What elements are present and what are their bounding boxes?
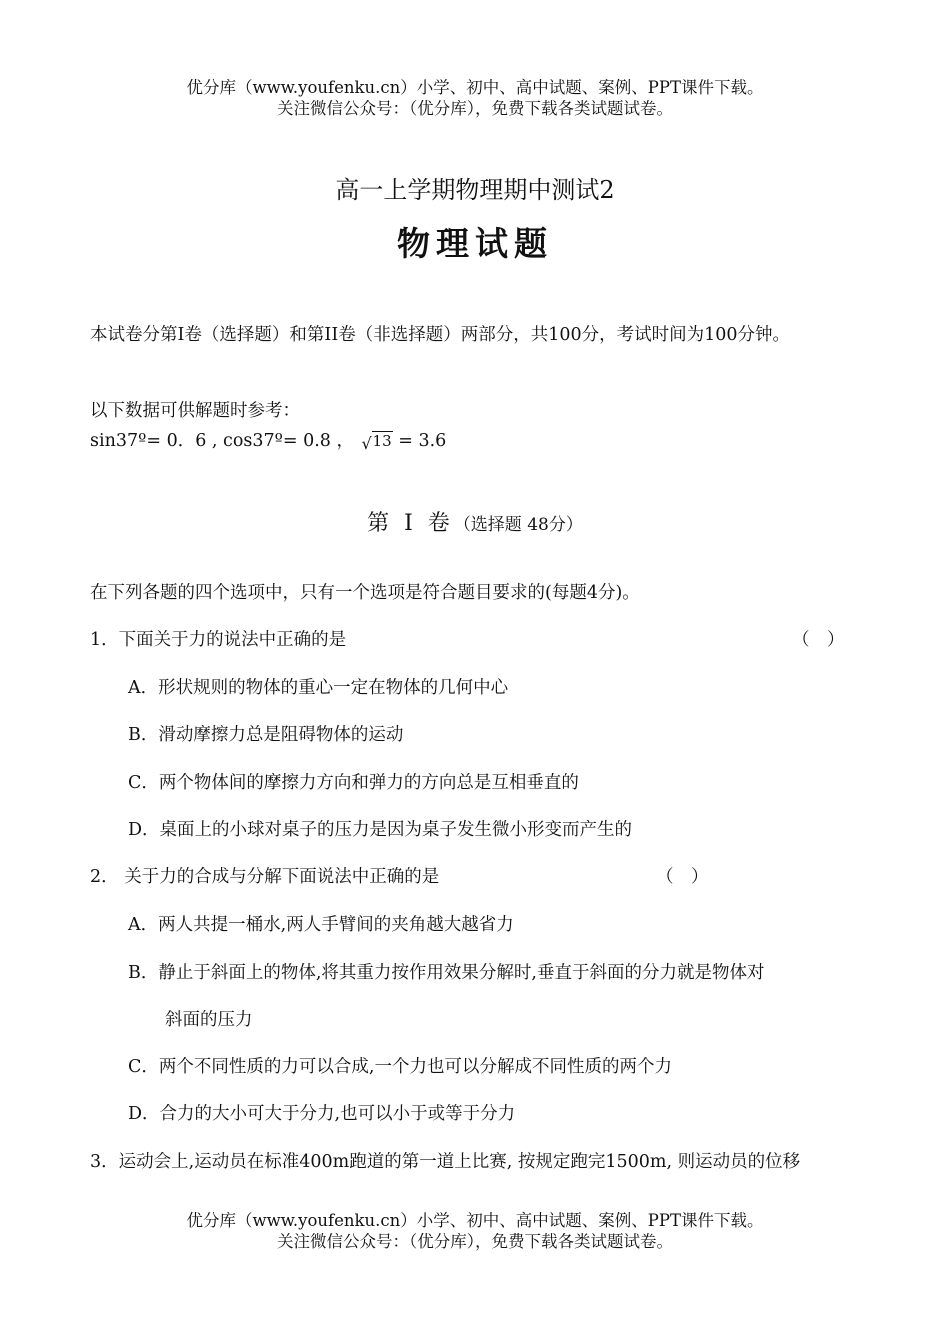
section-note: （选择题 48分）	[453, 515, 583, 535]
question-2-option-c: C．两个不同性质的力可以合成,一个力也可以分解成不同性质的两个力	[128, 1057, 672, 1077]
question-2-option-b-continued: 斜面的压力	[165, 1010, 253, 1030]
question-1-option-b: B．滑动摩擦力总是阻碍物体的运动	[128, 725, 404, 745]
question-1-option-a: A．形状规则的物体的重心一定在物体的几何中心	[128, 678, 509, 698]
footer-line-2: 关注微信公众号：（优分库），免费下载各类试题试卷。	[277, 1232, 673, 1251]
sqrt-result: = 3.6	[398, 431, 447, 451]
question-1-answer-bracket: （ ）	[792, 630, 845, 650]
question-1-option-c: C．两个物体间的摩擦力方向和弹力的方向总是互相垂直的	[128, 773, 579, 793]
sqrt-radicand: 13	[372, 432, 392, 450]
header-line-1: 优分库（www.youfenku.cn）小学、初中、高中试题、案例、PPT课件下载。	[186, 78, 764, 97]
exam-intro: 本试卷分第I卷（选择题）和第II卷（非选择题）两部分，共100分，考试时间为100分钟。	[90, 325, 791, 345]
question-1-stem: 1．下面关于力的说法中正确的是	[90, 630, 347, 650]
section-heading	[0, 506, 950, 537]
reference-trig-values: sin37º= 0．6 , cos37º= 0.8 ，	[90, 431, 354, 451]
page-title: 高一上学期物理期中测试2	[335, 176, 615, 204]
sqrt-expression	[361, 432, 393, 453]
page-subtitle: 物理试题	[397, 224, 553, 263]
section-title: 第 I 卷	[367, 511, 454, 536]
reference-values	[90, 427, 446, 452]
section-instruction: 在下列各题的四个选项中，只有一个选项是符合题目要求的(每题4分)。	[90, 583, 640, 603]
question-3-stem: 3．运动会上,运动员在标准400m跑道的第一道上比赛, 按规定跑完1500m, 则运动员的位移	[90, 1152, 801, 1172]
header-line-2: 关注微信公众号：（优分库），免费下载各类试题试卷。	[277, 99, 673, 118]
question-2-option-a: A．两人共提一桶水,两人手臂间的夹角越大越省力	[128, 915, 514, 935]
question-2-answer-bracket: （ ）	[656, 867, 709, 887]
footer-line-1: 优分库（www.youfenku.cn）小学、初中、高中试题、案例、PPT课件下载。	[186, 1211, 764, 1230]
question-1-option-d: D．桌面上的小球对桌子的压力是因为桌子发生微小形变而产生的	[128, 820, 633, 840]
question-2-option-d: D．合力的大小可大于分力,也可以小于或等于分力	[128, 1104, 516, 1124]
question-2-option-b: B．静止于斜面上的物体,将其重力按作用效果分解时,垂直于斜面的分力就是物体对	[128, 963, 765, 983]
radical-sign: √	[361, 434, 372, 453]
question-2-stem: 2． 关于力的合成与分解下面说法中正确的是	[90, 867, 440, 887]
reference-heading: 以下数据可供解题时参考：	[90, 401, 300, 421]
